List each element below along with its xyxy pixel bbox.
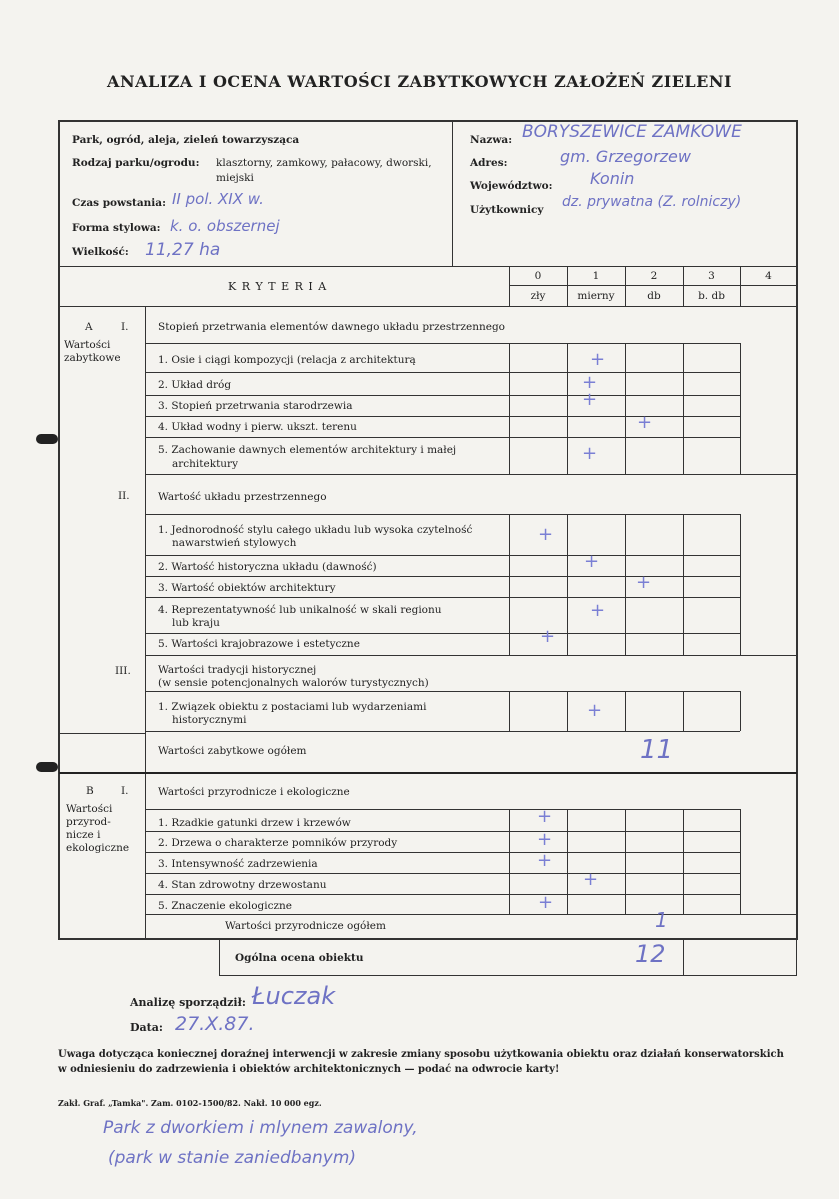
b1-grid-v0 (509, 809, 510, 914)
a3-grid-v1 (567, 691, 568, 731)
score-4: 4 (765, 270, 772, 282)
a1-item-1: 1. Osie i ciągi kompozycji (relacja z architekturą (158, 354, 416, 366)
a1-item-3: 3. Stopień przetrwania starodrzewia (158, 400, 353, 412)
a1-title-line (145, 343, 740, 344)
a3-title-line (145, 691, 740, 692)
a2-title-line (145, 514, 740, 515)
section-a-bottom-line (59, 772, 797, 774)
left-column-divider (145, 306, 146, 939)
punch-hole-top (36, 434, 58, 444)
a1-grid-v1 (567, 343, 568, 474)
name-label: Nazwa: (470, 134, 513, 146)
a1-item-2: 2. Układ dróg (158, 379, 232, 391)
overall-right-line (796, 938, 797, 976)
b1-title: Wartości przyrodnicze i ekologiczne (158, 786, 350, 798)
a1-title: Stopień przetrwania elementów dawnego układu przestrzennego (158, 321, 505, 333)
a3-title-2: (w sensie potencjonalnych walorów turystycznych) (158, 677, 429, 689)
size-label: Wielkość: (72, 246, 129, 258)
b1-item-1: 1. Rzadkie gatunki drzew i krzewów (158, 817, 351, 829)
a1-grid-v0 (509, 343, 510, 474)
criteria-label: K R Y T E R I A (228, 280, 328, 293)
b1-row-line-3 (145, 873, 740, 874)
address-label: Adres: (470, 157, 508, 169)
hand-note-2: (park w stanie zaniedbanym) (108, 1148, 357, 1168)
a1-grid-v4 (740, 343, 741, 474)
b-total-value: 1 (655, 908, 668, 932)
a-total-label: Wartości zabytkowe ogółem (158, 745, 307, 757)
mark-a1-5: + (582, 443, 598, 464)
mark-a1-1: + (590, 349, 606, 370)
overall-value: 12 (635, 940, 666, 968)
voivodeship-label: Województwo: (470, 180, 553, 192)
page-title: ANALIZA I OCENA WARTOŚCI ZABYTKOWYCH ZAŁOŻEŃ ZIELENI (107, 72, 732, 91)
mark-a3-1: + (587, 700, 603, 721)
a3-item-1b: historycznymi (172, 714, 247, 726)
grade-0: zły (530, 290, 546, 302)
section-a-roman-2: II. (118, 490, 130, 502)
section-a-roman-1: I. (121, 321, 129, 333)
a-total-value: 11 (640, 735, 674, 765)
a1-item-5: 5. Zachowanie dawnych elementów architektury i małej (158, 444, 457, 456)
a3-grid-v2 (625, 691, 626, 731)
size-value: 11,27 ha (145, 240, 221, 260)
a2-row-line-5 (145, 655, 797, 656)
a2-item-1b: nawarstwień stylowych (172, 537, 297, 549)
mark-a2-4: + (590, 600, 606, 621)
a1-row-line-1 (145, 372, 740, 373)
a3-row-line-1 (145, 731, 740, 732)
criteria-bottom-line (59, 306, 797, 307)
b1-row-line-1 (145, 831, 740, 832)
b1-title-line (145, 809, 740, 810)
overall-label: Ogólna ocena obiektu (235, 952, 364, 964)
a3-grid-v4 (740, 691, 741, 731)
a1-item-4: 4. Układ wodny i pierw. ukszt. terenu (158, 421, 357, 433)
b1-item-3: 3. Intensywność zadrzewienia (158, 858, 318, 870)
voivodeship-value: Konin (590, 169, 635, 188)
type-options: klasztorny, zamkowy, pałacowy, dworski, (216, 157, 432, 169)
b1-item-5: 5. Znaczenie ekologiczne (158, 900, 293, 912)
address-value: gm. Grzegorzew (560, 147, 691, 166)
users-value: dz. prywatna (Z. rolniczy) (562, 194, 742, 210)
b1-grid-v1 (567, 809, 568, 914)
b1-item-2: 2. Drzewa o charakterze pomników przyrody (158, 837, 398, 849)
a1-row-line-5 (145, 474, 797, 475)
score-1: 1 (592, 270, 600, 282)
type-options-2: miejski (216, 172, 254, 184)
a1-grid-v3 (683, 343, 684, 474)
style-value: k. o. obszernej (170, 217, 280, 235)
a2-item-3: 3. Wartość obiektów architektury (158, 582, 336, 594)
made-by-label: Analizę sporządził: (130, 996, 246, 1009)
b1-grid-v3 (683, 809, 684, 914)
park-label: Park, ogród, aleja, zieleń towarzysząca (72, 134, 300, 146)
a3-title: Wartości tradycji historycznej (158, 664, 317, 676)
mark-b1-4: + (583, 869, 599, 890)
a2-row-line-1 (145, 555, 740, 556)
header-bottom-line (59, 266, 797, 267)
b1-item-4: 4. Stan zdrowotny drzewostanu (158, 879, 327, 891)
grade-2: db (647, 290, 661, 302)
section-b-name-2: przyrod- (66, 816, 111, 828)
overall-left-line (219, 938, 220, 976)
a1-grid-v2 (625, 343, 626, 474)
punch-hole-bottom (36, 762, 58, 772)
section-b-name-3: nicze i (66, 829, 101, 841)
section-b-name-1: Wartości (66, 803, 113, 815)
mark-b1-1: + (537, 806, 553, 827)
section-a-roman-3: III. (115, 665, 131, 677)
print-info: Zakł. Graf. „Tamka". Zam. 0102-1500/82. Nakł. 10 000 egz. (58, 1098, 322, 1108)
overall-mid-line (683, 938, 684, 976)
b-total-label: Wartości przyrodnicze ogółem (225, 920, 386, 932)
score-3: 3 (708, 270, 715, 282)
style-label: Forma stylowa: (72, 222, 161, 234)
section-a-letter: A (85, 321, 93, 333)
header-divider (452, 121, 453, 267)
a2-item-4b: lub kraju (172, 617, 220, 629)
b1-grid-v2 (625, 809, 626, 914)
mark-a2-5: + (540, 626, 556, 647)
mark-a1-3: + (582, 389, 598, 410)
a3-grid-v3 (683, 691, 684, 731)
type-label: Rodzaj parku/ogrodu: (72, 157, 200, 169)
a2-title: Wartość układu przestrzennego (158, 491, 327, 503)
a1-row-line-4 (145, 437, 740, 438)
a3-item-1: 1. Związek obiektu z postaciami lub wydarzeniami (158, 701, 427, 713)
made-by-value: Łuczak (252, 982, 336, 1010)
section-a-name-2: zabytkowe (64, 352, 121, 364)
score-2: 2 (650, 270, 658, 282)
mark-b1-2: + (537, 829, 553, 850)
date-label: Data: (130, 1021, 163, 1034)
criteria-mid-line (509, 285, 797, 286)
mark-a2-1: + (538, 524, 554, 545)
created-label: Czas powstania: (72, 197, 166, 209)
name-value: BORYSZEWICE ZAMKOWE (522, 122, 742, 142)
a2-item-5: 5. Wartości krajobrazowe i estetyczne (158, 638, 360, 650)
mark-a2-2: + (584, 551, 600, 572)
section-b-name-4: ekologiczne (66, 842, 130, 854)
section-b-letter: B (86, 785, 94, 797)
users-label: Użytkownicy (470, 204, 544, 216)
b1-row-line-4 (145, 894, 740, 895)
note-line-2: w odniesieniu do zadrzewienia i obiektów architektonicznych — podać na odwrocie karty! (58, 1064, 560, 1075)
a2-item-4: 4. Reprezentatywność lub unikalność w skali regionu (158, 604, 442, 616)
hand-note-1: Park z dworkiem i mlynem zawalony, (103, 1118, 418, 1138)
mark-a1-4: + (637, 412, 653, 433)
a2-item-2: 2. Wartość historyczna układu (dawność) (158, 561, 377, 573)
a2-grid-v4 (740, 514, 741, 655)
a2-item-1: 1. Jednorodność stylu całego układu lub wysoka czytelność (158, 524, 473, 536)
a3-grid-v0 (509, 691, 510, 731)
date-value: 27.X.87. (175, 1013, 255, 1035)
a2-row-line-4 (145, 633, 740, 634)
score-0: 0 (534, 270, 542, 282)
a-left-total-line (59, 733, 145, 734)
b1-grid-v4 (740, 809, 741, 914)
mark-b1-3: + (537, 850, 553, 871)
note-line-1: Uwaga dotycząca koniecznej doraźnej interwencji w zakresie zmiany sposobu użytkowania obiektu oraz działań konserwatorskich (58, 1049, 784, 1060)
mark-a2-3: + (636, 572, 652, 593)
mark-a1-2: + (582, 372, 598, 393)
created-value: II pol. XIX w. (172, 190, 264, 208)
mark-b1-5: + (538, 892, 554, 913)
overall-bottom-line (219, 975, 797, 976)
a1-row-line-2 (145, 395, 740, 396)
section-a-name-1: Wartości (64, 339, 111, 351)
b1-row-line-2 (145, 852, 740, 853)
a2-row-line-3 (145, 597, 740, 598)
section-b-roman-1: I. (121, 785, 129, 797)
b1-row-line-5 (145, 914, 797, 915)
grade-3: b. db (698, 290, 725, 302)
a1-item-5b: architektury (172, 458, 239, 470)
grade-1: mierny (577, 290, 615, 302)
